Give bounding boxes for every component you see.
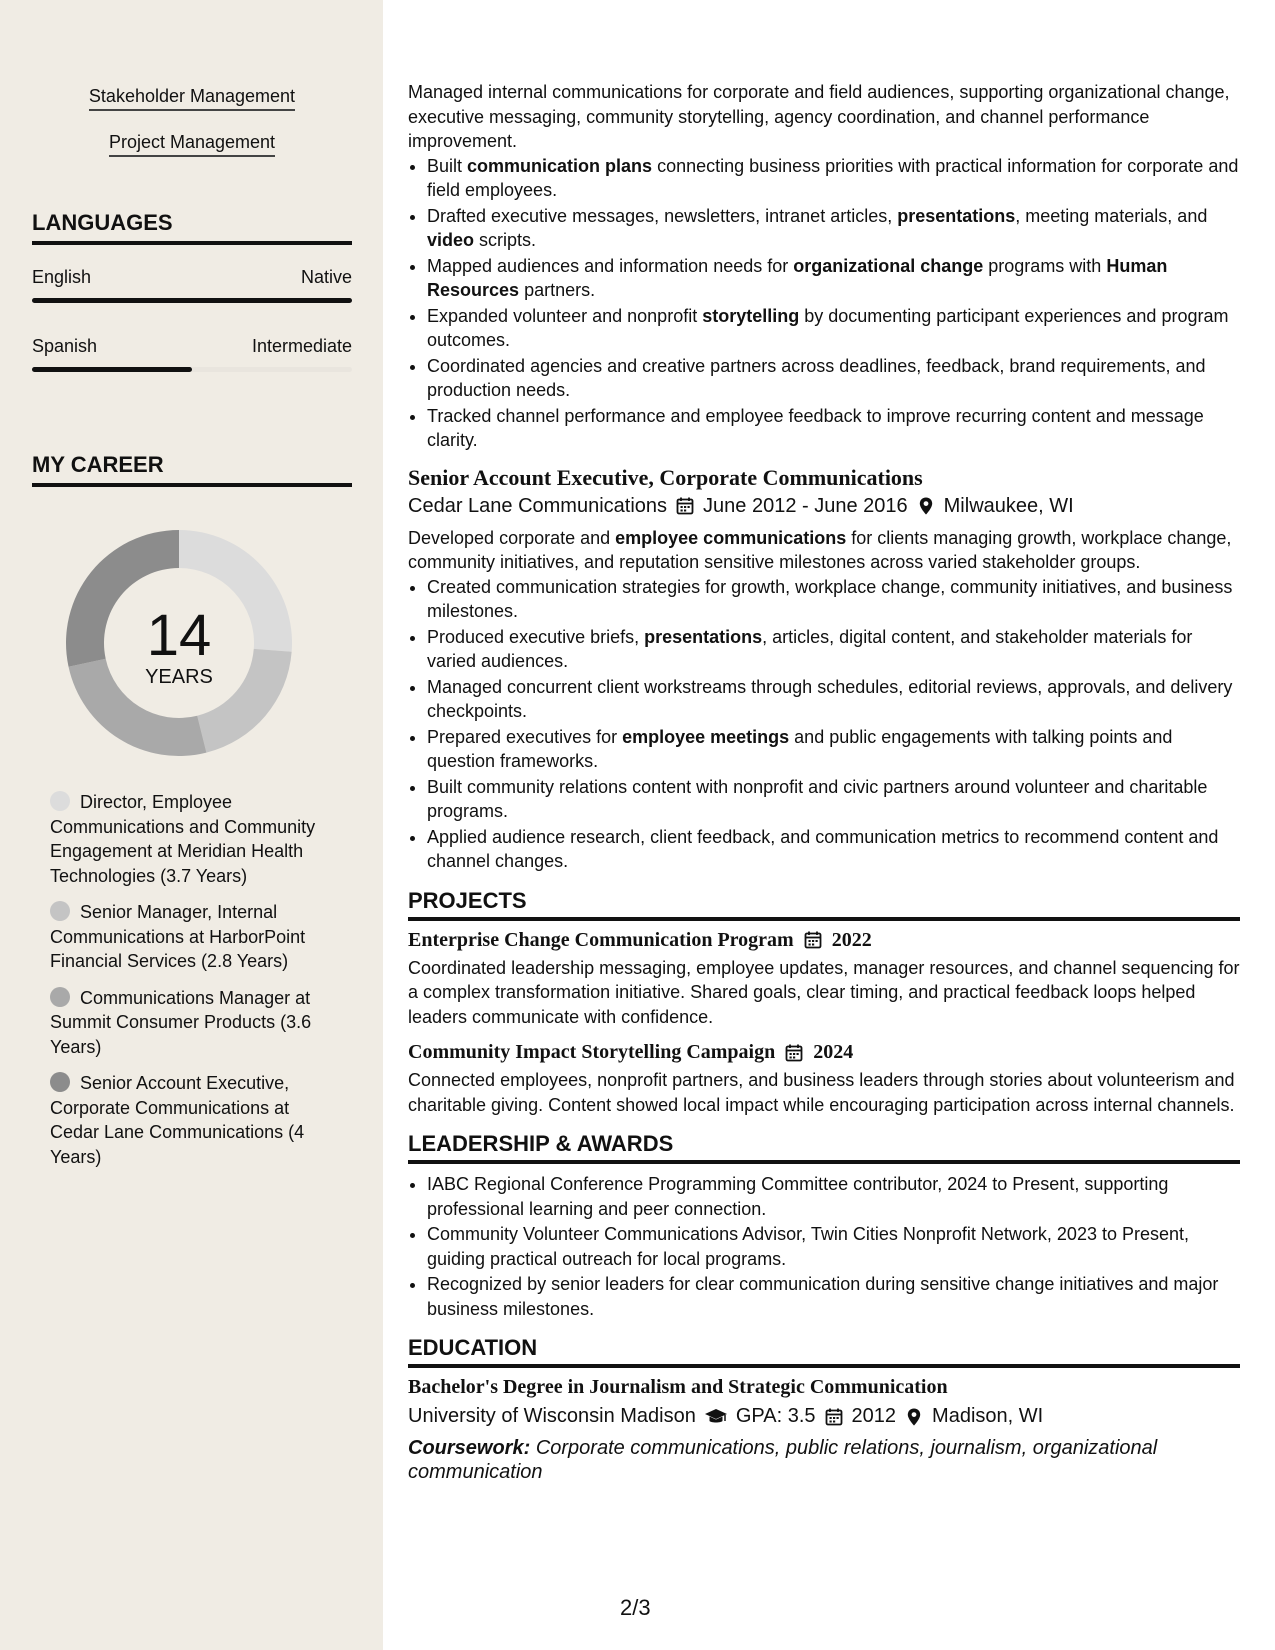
job-title: Senior Account Executive, Corporate Communications bbox=[408, 464, 923, 490]
career-legend-dot bbox=[50, 901, 70, 921]
career-heading: MY CAREER bbox=[32, 452, 352, 487]
gpa: GPA: 3.5 bbox=[735, 1405, 816, 1427]
project-year: 2024 bbox=[813, 1041, 854, 1063]
list-item: • Prepared executives for employee meetings and public engagements with talking points and question frameworks. bbox=[427, 725, 1240, 774]
career-item-text: Senior Account Executive, Corporate Communications at Cedar Lane Communications (4 Years) bbox=[50, 1073, 305, 1167]
language-proficiency-bar bbox=[32, 298, 352, 303]
job-summary: Developed corporate and employee communications for clients managing growth, workplace change, community initiatives, and reputation sensitive milestones across varied stakeholder groups. bbox=[408, 527, 1232, 572]
list-item: • Expanded volunteer and nonprofit storytelling by documenting participant experiences and program outcomes. bbox=[427, 304, 1240, 353]
career-donut-slice bbox=[197, 649, 291, 753]
list-item: • Drafted executive messages, newsletters, intranet articles, presentations, meeting materials, and video scripts. bbox=[427, 204, 1240, 253]
list-item: • Coordinated agencies and creative partners across deadlines, feedback, brand requirements, and production needs. bbox=[427, 354, 1240, 403]
languages-heading: LANGUAGES bbox=[32, 210, 352, 245]
career-list bbox=[50, 790, 330, 1181]
calendar-icon bbox=[824, 1407, 844, 1427]
emphasis: communication plans bbox=[467, 155, 653, 176]
graduation-year: 2012 bbox=[851, 1405, 897, 1427]
list-item: • Recognized by senior leaders for clear communication during sensitive change initiatives and major business milestones. bbox=[427, 1272, 1240, 1321]
job-meta bbox=[408, 495, 1240, 518]
education-heading: EDUCATION bbox=[408, 1335, 1240, 1368]
emphasis: employee communications bbox=[615, 527, 847, 548]
graduation-cap-icon bbox=[704, 1407, 728, 1427]
emphasis: video bbox=[427, 230, 475, 250]
calendar-icon bbox=[675, 496, 695, 516]
project-title: Community Impact Storytelling Campaign bbox=[408, 1041, 776, 1063]
list-item: • Community Volunteer Communications Advisor, Twin Cities Nonprofit Network, 2023 to Present, guiding practical outreach for local programs. bbox=[427, 1222, 1240, 1271]
sidebar bbox=[0, 0, 383, 1650]
coursework-text: Corporate communications, public relations, journalism, organizational communication bbox=[408, 1437, 1158, 1483]
language-level: Intermediate bbox=[251, 336, 352, 356]
skill-tag: Stakeholder Management bbox=[89, 86, 295, 111]
calendar-icon bbox=[803, 930, 823, 950]
job-bullets bbox=[408, 154, 1240, 453]
project-description: Connected employees, nonprofit partners, and business leaders through stories about volunteerism and charitable giving. Content showed local impact while encouraging participation across internal channels. bbox=[408, 1070, 1235, 1115]
career-years-label: YEARS bbox=[145, 666, 213, 688]
career-total-years: 14 bbox=[146, 603, 212, 668]
degree-title: Bachelor's Degree in Journalism and Strategic Communication bbox=[408, 1376, 948, 1398]
coursework-label: Coursework: bbox=[408, 1437, 531, 1459]
project-item bbox=[408, 929, 1240, 1030]
calendar-icon bbox=[784, 1043, 804, 1063]
language-spanish bbox=[32, 336, 352, 372]
job-dates: June 2012 - June 2016 bbox=[703, 494, 908, 517]
map-pin-icon bbox=[916, 496, 936, 516]
emphasis: presentations bbox=[644, 626, 763, 647]
list-item: • Tracked channel performance and employee feedback to improve recurring content and message clarity. bbox=[427, 404, 1240, 453]
projects-heading: PROJECTS bbox=[408, 888, 1240, 921]
career-legend-dot bbox=[50, 1072, 70, 1092]
career-item bbox=[50, 900, 330, 974]
education-meta bbox=[408, 1405, 1240, 1428]
company-name: Cedar Lane Communications bbox=[408, 494, 668, 517]
career-legend-dot bbox=[50, 791, 70, 811]
language-name: Spanish bbox=[32, 336, 98, 356]
career-legend-dot bbox=[50, 987, 70, 1007]
emphasis: organizational change bbox=[793, 255, 984, 276]
school-name: University of Wisconsin Madison bbox=[408, 1405, 696, 1427]
project-title: Enterprise Change Communication Program bbox=[408, 928, 794, 951]
language-name: English bbox=[32, 267, 92, 287]
career-item bbox=[50, 790, 330, 888]
list-item: • Managed concurrent client workstreams through schedules, editorial reviews, approvals, and delivery checkpoints. bbox=[427, 675, 1240, 724]
list-item: • Produced executive briefs, presentations, articles, digital content, and stakeholder materials for varied audiences. bbox=[427, 625, 1240, 674]
main-content bbox=[408, 80, 1240, 1484]
page-number: 2/3 bbox=[620, 1595, 651, 1620]
career-item bbox=[50, 986, 330, 1060]
list-item: • Applied audience research, client feedback, and communication metrics to recommend content and channel changes. bbox=[427, 825, 1240, 874]
job-bullets bbox=[408, 575, 1240, 874]
emphasis: storytelling bbox=[702, 305, 800, 326]
leadership-list bbox=[408, 1172, 1240, 1321]
career-item bbox=[50, 1071, 330, 1169]
school-location: Madison, WI bbox=[932, 1405, 1044, 1427]
skill-tag: Project Management bbox=[109, 132, 275, 157]
emphasis: presentations bbox=[897, 205, 1016, 226]
skills-list bbox=[32, 86, 352, 178]
language-proficiency-fill bbox=[32, 367, 192, 372]
map-pin-icon bbox=[904, 1407, 924, 1427]
career-donut-chart bbox=[66, 530, 292, 756]
language-level: Native bbox=[300, 267, 352, 287]
project-year: 2022 bbox=[831, 928, 872, 951]
emphasis: employee meetings bbox=[622, 726, 790, 747]
leadership-heading: LEADERSHIP & AWARDS bbox=[408, 1131, 1240, 1164]
job-summary: Managed internal communications for corporate and field audiences, supporting organizational change, executive messaging, community storytelling, agency coordination, and channel performance improvement. bbox=[408, 82, 1230, 151]
project-item bbox=[408, 1041, 1240, 1117]
list-item: • IABC Regional Conference Programming Committee contributor, 2024 to Present, supporting professional learning and peer connection. bbox=[427, 1172, 1240, 1221]
career-item-text: Director, Employee Communications and Community Engagement at Meridian Health Technologies (3.7 Years) bbox=[50, 792, 316, 886]
job-location: Milwaukee, WI bbox=[943, 494, 1074, 517]
career-item-text: Communications Manager at Summit Consumer Products (3.6 Years) bbox=[50, 987, 312, 1057]
language-proficiency-bar bbox=[32, 367, 352, 372]
list-item: • Created communication strategies for growth, workplace change, community initiatives, and business milestones. bbox=[427, 575, 1240, 624]
language-english bbox=[32, 267, 352, 303]
career-item-text: Senior Manager, Internal Communications at HarborPoint Financial Services (2.8 Years) bbox=[50, 902, 306, 971]
list-item: • Mapped audiences and information needs for organizational change programs with Human Resources partners. bbox=[427, 254, 1240, 303]
list-item: • Built community relations content with nonprofit and civic partners around volunteer and charitable programs. bbox=[427, 775, 1240, 824]
coursework bbox=[408, 1436, 1240, 1484]
language-proficiency-fill bbox=[32, 298, 352, 303]
list-item: • Built communication plans connecting business priorities with practical information for corporate and field employees. bbox=[427, 154, 1240, 203]
project-description: Coordinated leadership messaging, employee updates, manager resources, and channel sequencing for a complex transformation initiative. Shared goals, clear timing, and practical feedback loops helped leaders communicate with confidence. bbox=[408, 957, 1240, 1027]
emphasis: Human Resources bbox=[427, 255, 1168, 300]
